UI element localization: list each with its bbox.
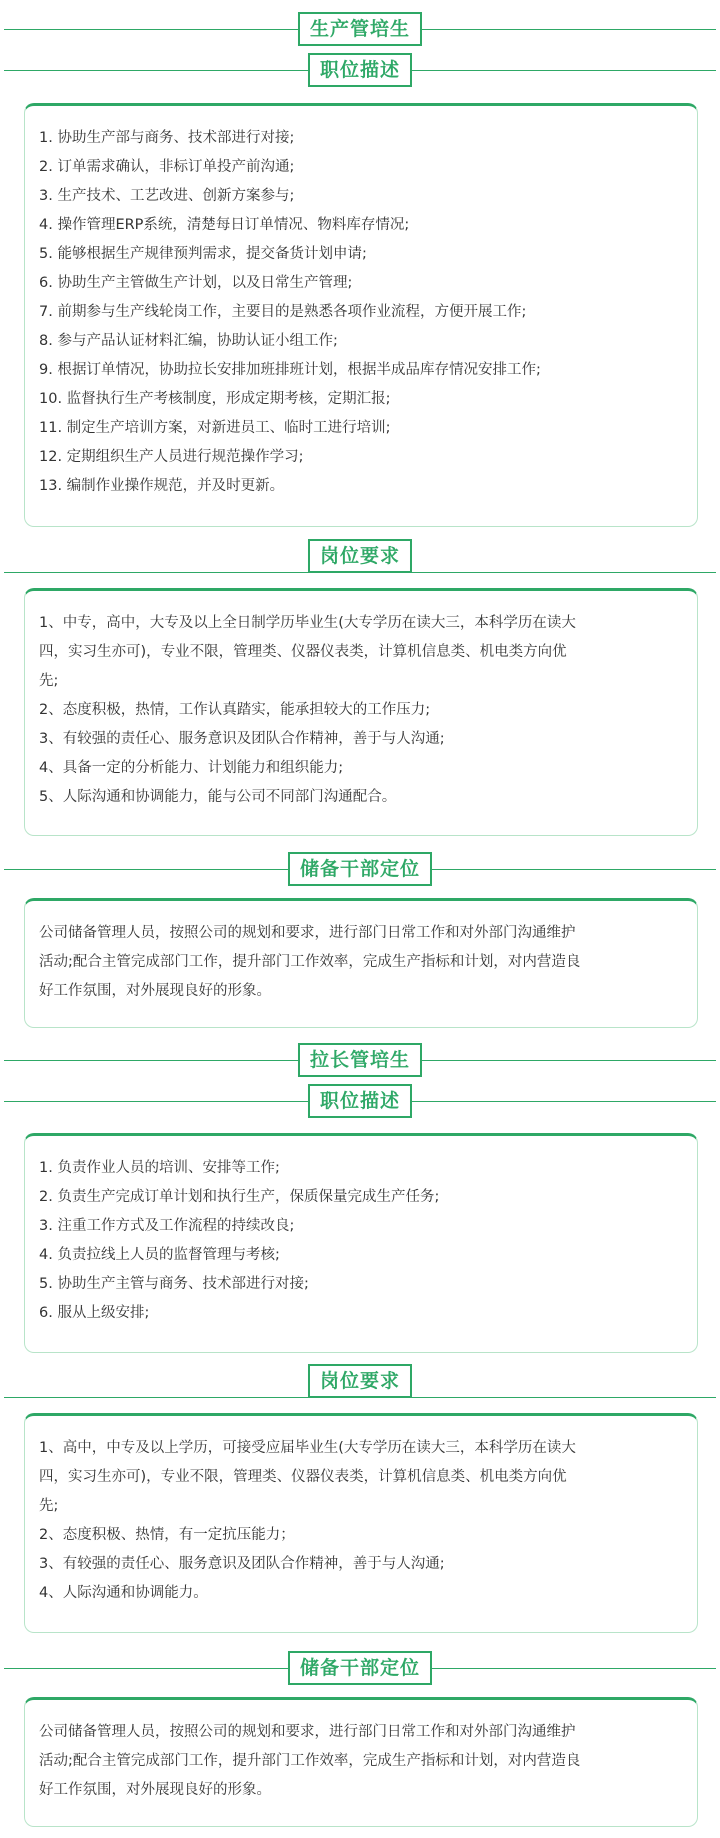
req-item: 1、高中，中专及以上学历，可接受应届毕业生(大专学历在读大三，本科学历在读大 xyxy=(39,1440,576,1456)
desc-item: 3. 生产技术、工艺改进、创新方案参与; xyxy=(39,188,295,204)
section1-pos-header: 储备干部定位 xyxy=(288,852,432,886)
pos-item: 好工作氛围，对外展现良好的形象。 xyxy=(39,1782,271,1798)
req-item: 4、人际沟通和协调能力。 xyxy=(39,1585,208,1601)
desc-item: 2. 负责生产完成订单计划和执行生产，保质保量完成生产任务; xyxy=(39,1189,440,1205)
section2-req-header-bar xyxy=(4,1364,716,1398)
req-item: 四，实习生亦可)，专业不限，管理类、仪器仪表类，计算机信息类、机电类方向优 xyxy=(39,644,567,660)
section2-title: 拉长管培生 xyxy=(298,1043,422,1077)
section2-pos-card xyxy=(24,1697,698,1827)
req-item: 4、具备一定的分析能力、计划能力和组织能力; xyxy=(39,760,344,776)
desc-item: 11. 制定生产培训方案，对新进员工、临时工进行培训; xyxy=(39,420,391,436)
req-item: 2、态度积极、热情，有一定抗压能力； xyxy=(39,1527,295,1543)
req-item: 先; xyxy=(39,1498,59,1514)
pos-item: 公司储备管理人员，按照公司的规划和要求，进行部门日常工作和对外部门沟通维护 xyxy=(39,1724,576,1740)
section2-pos-header-bar xyxy=(4,1651,716,1685)
section1-desc-header-bar xyxy=(4,53,716,87)
req-item: 5、人际沟通和协调能力，能与公司不同部门沟通配合。 xyxy=(39,789,397,805)
section1-req-header-bar xyxy=(4,539,716,573)
desc-item: 1. 协助生产部与商务、技术部进行对接; xyxy=(39,130,295,146)
section2-desc-header: 职位描述 xyxy=(308,1084,412,1118)
pos-item: 公司储备管理人员，按照公司的规划和要求，进行部门日常工作和对外部门沟通维护 xyxy=(39,925,576,941)
desc-item: 12. 定期组织生产人员进行规范操作学习; xyxy=(39,449,304,465)
pos-item: 好工作氛围，对外展现良好的形象。 xyxy=(39,983,271,999)
desc-item: 10. 监督执行生产考核制度，形成定期考核，定期汇报; xyxy=(39,391,391,407)
desc-item: 7. 前期参与生产线轮岗工作，主要目的是熟悉各项作业流程，方便开展工作; xyxy=(39,304,527,320)
desc-item: 9. 根据订单情况，协助拉长安排加班排班计划，根据半成品库存情况安排工作; xyxy=(39,362,541,378)
section2-desc-header-bar xyxy=(4,1084,716,1118)
section1-desc-header: 职位描述 xyxy=(308,53,412,87)
section1-pos-header-bar xyxy=(4,852,716,886)
desc-item: 6. 服从上级安排; xyxy=(39,1305,150,1321)
desc-item: 5. 协助生产主管与商务、技术部进行对接; xyxy=(39,1276,309,1292)
desc-item: 4. 操作管理ERP系统，清楚每日订单情况、物料库存情况; xyxy=(39,217,410,233)
pos-item: 活动;配合主管完成部门工作，提升部门工作效率，完成生产指标和计划，对内营造良 xyxy=(39,1753,581,1769)
desc-item: 6. 协助生产主管做生产计划，以及日常生产管理; xyxy=(39,275,353,291)
req-item: 四，实习生亦可)，专业不限，管理类、仪器仪表类，计算机信息类、机电类方向优 xyxy=(39,1469,567,1485)
desc-item: 4. 负责拉线上人员的监督管理与考核; xyxy=(39,1247,280,1263)
desc-item: 1. 负责作业人员的培训、安排等工作; xyxy=(39,1160,280,1176)
section2-desc-card xyxy=(24,1133,698,1353)
section1-req-card xyxy=(24,588,698,836)
section1-title-bar xyxy=(4,12,716,46)
desc-item: 13. 编制作业操作规范，并及时更新。 xyxy=(39,478,285,494)
req-item: 2、态度积极，热情，工作认真踏实，能承担较大的工作压力; xyxy=(39,702,431,718)
req-item: 3、有较强的责任心、服务意识及团队合作精神，善于与人沟通; xyxy=(39,731,445,747)
desc-item: 8. 参与产品认证材料汇编，协助认证小组工作; xyxy=(39,333,338,349)
req-item: 1、中专，高中，大专及以上全日制学历毕业生(大专学历在读大三，本科学历在读大 xyxy=(39,615,576,631)
section2-title-bar xyxy=(4,1043,716,1077)
section1-title: 生产管培生 xyxy=(298,12,422,46)
req-item: 3、有较强的责任心、服务意识及团队合作精神，善于与人沟通; xyxy=(39,1556,445,1572)
desc-item: 5. 能够根据生产规律预判需求，提交备货计划申请; xyxy=(39,246,367,262)
section2-req-header: 岗位要求 xyxy=(308,1364,412,1398)
section2-req-card xyxy=(24,1413,698,1633)
section2-pos-header: 储备干部定位 xyxy=(288,1651,432,1685)
desc-item: 3. 注重工作方式及工作流程的持续改良; xyxy=(39,1218,295,1234)
section1-desc-card xyxy=(24,103,698,527)
desc-item: 2. 订单需求确认，非标订单投产前沟通; xyxy=(39,159,295,175)
req-item: 先; xyxy=(39,673,59,689)
section1-pos-card xyxy=(24,898,698,1028)
section1-req-header: 岗位要求 xyxy=(308,539,412,573)
pos-item: 活动;配合主管完成部门工作，提升部门工作效率，完成生产指标和计划，对内营造良 xyxy=(39,954,581,970)
